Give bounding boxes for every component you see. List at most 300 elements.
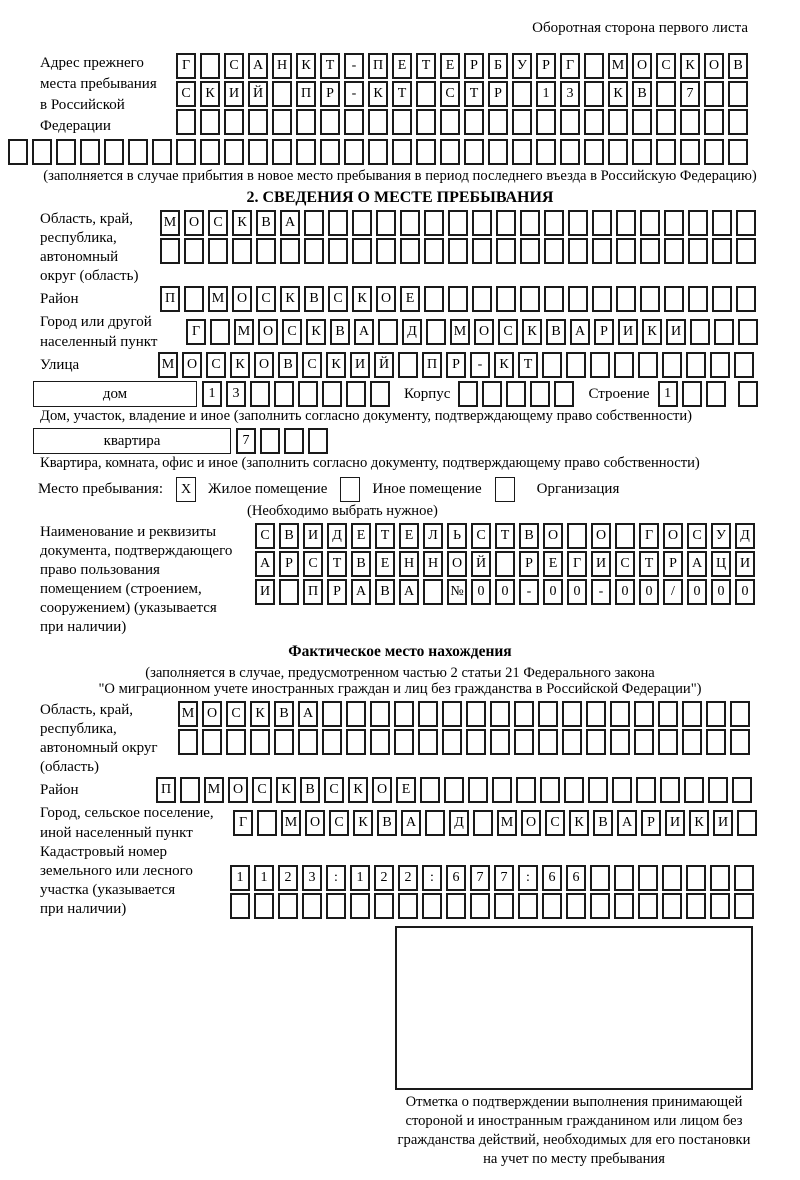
- char-cell[interactable]: [272, 109, 292, 135]
- char-cell[interactable]: [592, 238, 612, 264]
- char-cell[interactable]: О: [182, 352, 202, 378]
- organization-checkbox[interactable]: [495, 477, 515, 502]
- char-cell[interactable]: [464, 139, 484, 165]
- char-cell[interactable]: [160, 238, 180, 264]
- char-cell[interactable]: :: [422, 865, 442, 891]
- char-cell[interactable]: [590, 865, 610, 891]
- char-cell[interactable]: [542, 352, 562, 378]
- char-cell[interactable]: [568, 238, 588, 264]
- char-cell[interactable]: [128, 139, 148, 165]
- char-cell[interactable]: А: [401, 810, 421, 836]
- char-cell[interactable]: [426, 319, 446, 345]
- char-cell[interactable]: С: [255, 523, 275, 549]
- char-cell[interactable]: [210, 319, 230, 345]
- char-cell[interactable]: К: [689, 810, 709, 836]
- char-cell[interactable]: И: [303, 523, 323, 549]
- char-cell[interactable]: О: [184, 210, 204, 236]
- char-cell[interactable]: 1: [536, 81, 556, 107]
- char-cell[interactable]: С: [324, 777, 344, 803]
- char-cell[interactable]: [562, 729, 582, 755]
- char-cell[interactable]: [272, 81, 292, 107]
- char-cell[interactable]: [328, 238, 348, 264]
- char-cell[interactable]: [564, 777, 584, 803]
- char-cell[interactable]: Л: [423, 523, 443, 549]
- char-cell[interactable]: О: [228, 777, 248, 803]
- char-cell[interactable]: [496, 238, 516, 264]
- char-cell[interactable]: [710, 352, 730, 378]
- char-cell[interactable]: [298, 729, 318, 755]
- char-cell[interactable]: [208, 238, 228, 264]
- char-cell[interactable]: [728, 81, 748, 107]
- char-cell[interactable]: И: [224, 81, 244, 107]
- char-cell[interactable]: [682, 701, 702, 727]
- char-cell[interactable]: А: [399, 579, 419, 605]
- char-cell[interactable]: Г: [186, 319, 206, 345]
- char-cell[interactable]: [584, 139, 604, 165]
- char-cell[interactable]: [710, 865, 730, 891]
- char-cell[interactable]: [376, 238, 396, 264]
- char-cell[interactable]: [608, 109, 628, 135]
- char-cell[interactable]: [398, 893, 418, 919]
- char-cell[interactable]: [738, 381, 758, 407]
- char-cell[interactable]: [614, 865, 634, 891]
- char-cell[interactable]: [184, 238, 204, 264]
- char-cell[interactable]: Р: [594, 319, 614, 345]
- char-cell[interactable]: 1: [254, 865, 274, 891]
- char-cell[interactable]: [704, 81, 724, 107]
- char-cell[interactable]: 1: [658, 381, 678, 407]
- char-cell[interactable]: [608, 139, 628, 165]
- char-cell[interactable]: [656, 109, 676, 135]
- char-cell[interactable]: 1: [202, 381, 222, 407]
- char-cell[interactable]: Й: [374, 352, 394, 378]
- char-cell[interactable]: [664, 210, 684, 236]
- char-cell[interactable]: К: [200, 81, 220, 107]
- char-cell[interactable]: [473, 810, 493, 836]
- char-cell[interactable]: 7: [236, 428, 256, 454]
- char-cell[interactable]: 3: [226, 381, 246, 407]
- char-cell[interactable]: Т: [464, 81, 484, 107]
- char-cell[interactable]: [254, 893, 274, 919]
- char-cell[interactable]: С: [545, 810, 565, 836]
- char-cell[interactable]: [352, 210, 372, 236]
- char-cell[interactable]: [590, 893, 610, 919]
- char-cell[interactable]: [656, 81, 676, 107]
- char-cell[interactable]: [184, 286, 204, 312]
- char-cell[interactable]: 0: [567, 579, 587, 605]
- char-cell[interactable]: Т: [392, 81, 412, 107]
- char-cell[interactable]: [706, 729, 726, 755]
- char-cell[interactable]: В: [256, 210, 276, 236]
- char-cell[interactable]: 7: [494, 865, 514, 891]
- char-cell[interactable]: [346, 701, 366, 727]
- char-cell[interactable]: [710, 893, 730, 919]
- char-cell[interactable]: Т: [639, 551, 659, 577]
- char-cell[interactable]: [562, 701, 582, 727]
- char-cell[interactable]: [712, 238, 732, 264]
- char-cell[interactable]: [730, 729, 750, 755]
- char-cell[interactable]: М: [208, 286, 228, 312]
- char-cell[interactable]: Т: [375, 523, 395, 549]
- char-cell[interactable]: Р: [536, 53, 556, 79]
- char-cell[interactable]: [512, 81, 532, 107]
- char-cell[interactable]: О: [372, 777, 392, 803]
- char-cell[interactable]: [737, 810, 757, 836]
- char-cell[interactable]: [344, 139, 364, 165]
- char-cell[interactable]: 0: [735, 579, 755, 605]
- char-cell[interactable]: [610, 729, 630, 755]
- char-cell[interactable]: [712, 210, 732, 236]
- char-cell[interactable]: [442, 729, 462, 755]
- char-cell[interactable]: Г: [233, 810, 253, 836]
- char-cell[interactable]: [472, 210, 492, 236]
- char-cell[interactable]: [274, 729, 294, 755]
- char-cell[interactable]: [686, 893, 706, 919]
- char-cell[interactable]: Р: [519, 551, 539, 577]
- char-cell[interactable]: [416, 139, 436, 165]
- char-cell[interactable]: Ц: [711, 551, 731, 577]
- char-cell[interactable]: Г: [560, 53, 580, 79]
- char-cell[interactable]: [200, 53, 220, 79]
- char-cell[interactable]: В: [519, 523, 539, 549]
- char-cell[interactable]: [232, 238, 252, 264]
- char-cell[interactable]: В: [330, 319, 350, 345]
- char-cell[interactable]: Е: [440, 53, 460, 79]
- char-cell[interactable]: Г: [567, 551, 587, 577]
- char-cell[interactable]: [560, 109, 580, 135]
- char-cell[interactable]: П: [422, 352, 442, 378]
- char-cell[interactable]: П: [160, 286, 180, 312]
- char-cell[interactable]: [632, 109, 652, 135]
- char-cell[interactable]: Д: [327, 523, 347, 549]
- char-cell[interactable]: [728, 109, 748, 135]
- char-cell[interactable]: [540, 777, 560, 803]
- char-cell[interactable]: [730, 701, 750, 727]
- char-cell[interactable]: [560, 139, 580, 165]
- char-cell[interactable]: М: [281, 810, 301, 836]
- char-cell[interactable]: /: [663, 579, 683, 605]
- char-cell[interactable]: [614, 352, 634, 378]
- char-cell[interactable]: №: [447, 579, 467, 605]
- char-cell[interactable]: [482, 381, 502, 407]
- char-cell[interactable]: О: [232, 286, 252, 312]
- char-cell[interactable]: [376, 210, 396, 236]
- char-cell[interactable]: [346, 381, 366, 407]
- char-cell[interactable]: [536, 109, 556, 135]
- char-cell[interactable]: [688, 286, 708, 312]
- char-cell[interactable]: [400, 238, 420, 264]
- char-cell[interactable]: 2: [374, 865, 394, 891]
- char-cell[interactable]: 0: [495, 579, 515, 605]
- char-cell[interactable]: [690, 319, 710, 345]
- char-cell[interactable]: [638, 865, 658, 891]
- char-cell[interactable]: [512, 139, 532, 165]
- char-cell[interactable]: [530, 381, 550, 407]
- char-cell[interactable]: [680, 139, 700, 165]
- char-cell[interactable]: [257, 810, 277, 836]
- char-cell[interactable]: Г: [639, 523, 659, 549]
- char-cell[interactable]: [634, 729, 654, 755]
- char-cell[interactable]: [567, 523, 587, 549]
- char-cell[interactable]: 3: [560, 81, 580, 107]
- char-cell[interactable]: [425, 810, 445, 836]
- char-cell[interactable]: Д: [449, 810, 469, 836]
- char-cell[interactable]: Т: [320, 53, 340, 79]
- char-cell[interactable]: С: [176, 81, 196, 107]
- char-cell[interactable]: К: [348, 777, 368, 803]
- char-cell[interactable]: И: [350, 352, 370, 378]
- char-cell[interactable]: -: [344, 81, 364, 107]
- char-cell[interactable]: В: [377, 810, 397, 836]
- char-cell[interactable]: Е: [543, 551, 563, 577]
- char-cell[interactable]: К: [352, 286, 372, 312]
- char-cell[interactable]: [466, 701, 486, 727]
- char-cell[interactable]: [470, 893, 490, 919]
- char-cell[interactable]: [684, 777, 704, 803]
- char-cell[interactable]: [392, 139, 412, 165]
- char-cell[interactable]: [706, 701, 726, 727]
- char-cell[interactable]: -: [591, 579, 611, 605]
- char-cell[interactable]: [566, 893, 586, 919]
- char-cell[interactable]: М: [160, 210, 180, 236]
- char-cell[interactable]: [176, 139, 196, 165]
- char-cell[interactable]: [538, 701, 558, 727]
- char-cell[interactable]: [418, 701, 438, 727]
- char-cell[interactable]: [514, 729, 534, 755]
- char-cell[interactable]: [592, 210, 612, 236]
- char-cell[interactable]: У: [711, 523, 731, 549]
- char-cell[interactable]: [566, 352, 586, 378]
- char-cell[interactable]: [424, 238, 444, 264]
- char-cell[interactable]: [446, 893, 466, 919]
- char-cell[interactable]: [544, 286, 564, 312]
- char-cell[interactable]: [664, 238, 684, 264]
- char-cell[interactable]: [424, 210, 444, 236]
- char-cell[interactable]: П: [296, 81, 316, 107]
- char-cell[interactable]: [554, 381, 574, 407]
- char-cell[interactable]: [584, 109, 604, 135]
- char-cell[interactable]: К: [522, 319, 542, 345]
- char-cell[interactable]: [542, 893, 562, 919]
- char-cell[interactable]: О: [447, 551, 467, 577]
- char-cell[interactable]: [638, 352, 658, 378]
- char-cell[interactable]: И: [665, 810, 685, 836]
- char-cell[interactable]: [279, 579, 299, 605]
- char-cell[interactable]: С: [256, 286, 276, 312]
- char-cell[interactable]: [728, 139, 748, 165]
- char-cell[interactable]: [322, 701, 342, 727]
- char-cell[interactable]: [584, 81, 604, 107]
- char-cell[interactable]: [568, 210, 588, 236]
- char-cell[interactable]: [420, 777, 440, 803]
- char-cell[interactable]: [734, 893, 754, 919]
- char-cell[interactable]: [378, 319, 398, 345]
- char-cell[interactable]: [284, 428, 304, 454]
- char-cell[interactable]: [308, 428, 328, 454]
- char-cell[interactable]: Ь: [447, 523, 467, 549]
- char-cell[interactable]: К: [276, 777, 296, 803]
- char-cell[interactable]: [280, 238, 300, 264]
- char-cell[interactable]: [496, 210, 516, 236]
- char-cell[interactable]: [178, 729, 198, 755]
- char-cell[interactable]: М: [497, 810, 517, 836]
- char-cell[interactable]: [458, 381, 478, 407]
- char-cell[interactable]: Р: [663, 551, 683, 577]
- char-cell[interactable]: [442, 701, 462, 727]
- char-cell[interactable]: [368, 139, 388, 165]
- char-cell[interactable]: О: [704, 53, 724, 79]
- char-cell[interactable]: [374, 893, 394, 919]
- char-cell[interactable]: 6: [446, 865, 466, 891]
- char-cell[interactable]: А: [280, 210, 300, 236]
- char-cell[interactable]: [394, 701, 414, 727]
- char-cell[interactable]: [328, 210, 348, 236]
- char-cell[interactable]: [272, 139, 292, 165]
- char-cell[interactable]: С: [224, 53, 244, 79]
- char-cell[interactable]: [346, 729, 366, 755]
- char-cell[interactable]: [494, 893, 514, 919]
- char-cell[interactable]: [660, 777, 680, 803]
- char-cell[interactable]: [640, 210, 660, 236]
- char-cell[interactable]: [586, 729, 606, 755]
- char-cell[interactable]: [176, 109, 196, 135]
- char-cell[interactable]: И: [618, 319, 638, 345]
- char-cell[interactable]: Р: [488, 81, 508, 107]
- char-cell[interactable]: С: [440, 81, 460, 107]
- char-cell[interactable]: [200, 139, 220, 165]
- char-cell[interactable]: В: [351, 551, 371, 577]
- char-cell[interactable]: [278, 893, 298, 919]
- char-cell[interactable]: [448, 238, 468, 264]
- char-cell[interactable]: [56, 139, 76, 165]
- char-cell[interactable]: О: [258, 319, 278, 345]
- char-cell[interactable]: [586, 701, 606, 727]
- char-cell[interactable]: [448, 210, 468, 236]
- char-cell[interactable]: [230, 893, 250, 919]
- char-cell[interactable]: [320, 109, 340, 135]
- char-cell[interactable]: В: [279, 523, 299, 549]
- char-cell[interactable]: [544, 210, 564, 236]
- char-cell[interactable]: С: [328, 286, 348, 312]
- char-cell[interactable]: И: [666, 319, 686, 345]
- char-cell[interactable]: [326, 893, 346, 919]
- char-cell[interactable]: [614, 893, 634, 919]
- char-cell[interactable]: [616, 286, 636, 312]
- char-cell[interactable]: Р: [464, 53, 484, 79]
- char-cell[interactable]: [202, 729, 222, 755]
- char-cell[interactable]: [398, 352, 418, 378]
- char-cell[interactable]: [536, 139, 556, 165]
- char-cell[interactable]: В: [304, 286, 324, 312]
- char-cell[interactable]: А: [570, 319, 590, 345]
- char-cell[interactable]: [424, 286, 444, 312]
- char-cell[interactable]: [440, 109, 460, 135]
- char-cell[interactable]: О: [521, 810, 541, 836]
- char-cell[interactable]: [298, 381, 318, 407]
- char-cell[interactable]: [714, 319, 734, 345]
- char-cell[interactable]: Н: [399, 551, 419, 577]
- char-cell[interactable]: К: [608, 81, 628, 107]
- char-cell[interactable]: С: [471, 523, 491, 549]
- char-cell[interactable]: [302, 893, 322, 919]
- char-cell[interactable]: П: [368, 53, 388, 79]
- char-cell[interactable]: [738, 319, 758, 345]
- char-cell[interactable]: С: [226, 701, 246, 727]
- char-cell[interactable]: У: [512, 53, 532, 79]
- char-cell[interactable]: [80, 139, 100, 165]
- char-cell[interactable]: [322, 729, 342, 755]
- char-cell[interactable]: [490, 701, 510, 727]
- char-cell[interactable]: [520, 238, 540, 264]
- char-cell[interactable]: [32, 139, 52, 165]
- char-cell[interactable]: 0: [639, 579, 659, 605]
- char-cell[interactable]: К: [280, 286, 300, 312]
- char-cell[interactable]: [200, 109, 220, 135]
- char-cell[interactable]: [736, 286, 756, 312]
- char-cell[interactable]: В: [728, 53, 748, 79]
- char-cell[interactable]: [592, 286, 612, 312]
- char-cell[interactable]: :: [326, 865, 346, 891]
- char-cell[interactable]: 0: [687, 579, 707, 605]
- char-cell[interactable]: [344, 109, 364, 135]
- char-cell[interactable]: Й: [471, 551, 491, 577]
- char-cell[interactable]: [368, 109, 388, 135]
- char-cell[interactable]: [394, 729, 414, 755]
- char-cell[interactable]: [488, 139, 508, 165]
- char-cell[interactable]: [250, 381, 270, 407]
- char-cell[interactable]: [662, 352, 682, 378]
- char-cell[interactable]: Е: [375, 551, 395, 577]
- char-cell[interactable]: О: [305, 810, 325, 836]
- char-cell[interactable]: [448, 286, 468, 312]
- char-cell[interactable]: В: [375, 579, 395, 605]
- char-cell[interactable]: Р: [320, 81, 340, 107]
- char-cell[interactable]: [680, 109, 700, 135]
- char-cell[interactable]: [423, 579, 443, 605]
- char-cell[interactable]: [688, 210, 708, 236]
- char-cell[interactable]: [538, 729, 558, 755]
- char-cell[interactable]: [496, 286, 516, 312]
- char-cell[interactable]: Е: [400, 286, 420, 312]
- char-cell[interactable]: [8, 139, 28, 165]
- char-cell[interactable]: Р: [327, 579, 347, 605]
- char-cell[interactable]: -: [344, 53, 364, 79]
- char-cell[interactable]: [352, 238, 372, 264]
- char-cell[interactable]: М: [178, 701, 198, 727]
- char-cell[interactable]: В: [300, 777, 320, 803]
- char-cell[interactable]: [488, 109, 508, 135]
- char-cell[interactable]: С: [687, 523, 707, 549]
- char-cell[interactable]: [712, 286, 732, 312]
- char-cell[interactable]: [104, 139, 124, 165]
- char-cell[interactable]: В: [278, 352, 298, 378]
- char-cell[interactable]: [616, 210, 636, 236]
- char-cell[interactable]: [416, 81, 436, 107]
- char-cell[interactable]: П: [303, 579, 323, 605]
- char-cell[interactable]: О: [254, 352, 274, 378]
- char-cell[interactable]: С: [303, 551, 323, 577]
- char-cell[interactable]: К: [296, 53, 316, 79]
- char-cell[interactable]: К: [250, 701, 270, 727]
- char-cell[interactable]: К: [326, 352, 346, 378]
- char-cell[interactable]: [370, 729, 390, 755]
- char-cell[interactable]: [708, 777, 728, 803]
- char-cell[interactable]: [682, 381, 702, 407]
- char-cell[interactable]: В: [593, 810, 613, 836]
- char-cell[interactable]: О: [202, 701, 222, 727]
- char-cell[interactable]: [466, 729, 486, 755]
- char-cell[interactable]: [590, 352, 610, 378]
